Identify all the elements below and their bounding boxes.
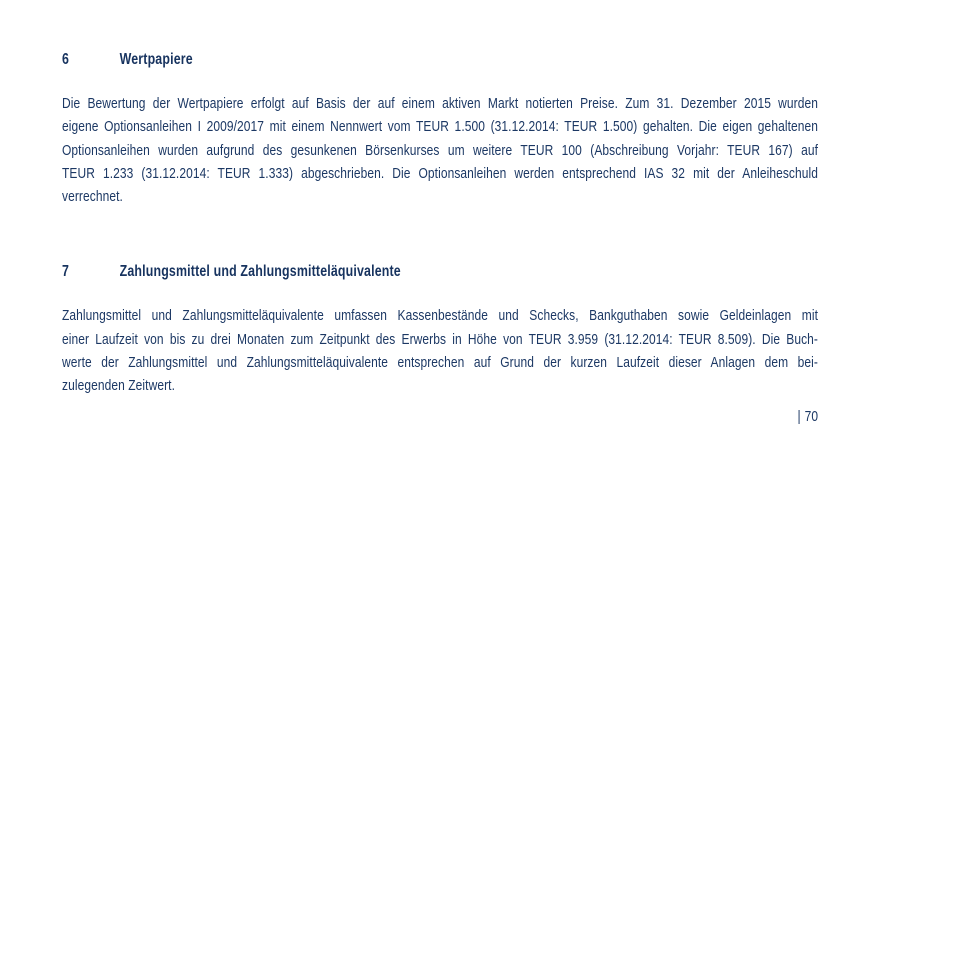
paragraph-line: Optionsanleihen wurden aufgrund des gesunkenen Börsenkurses um weitere TEUR 100 (Abschreibung Vorjahr: TEUR 167) auf: [62, 141, 818, 159]
section-wertpapiere: [62, 52, 818, 208]
section-paragraph: [62, 304, 818, 397]
page-footer: [62, 407, 818, 427]
paragraph-line: eigene Optionsanleihen I 2009/2017 mit einem Nennwert vom TEUR 1.500 (31.12.2014: TEUR 1.500) gehalten. Die eigen gehaltenen: [62, 118, 818, 136]
paragraph-line: Zahlungsmittel und Zahlungsmitteläquivalente umfassen Kassenbestände und Schecks, Bankguthaben sowie Geldeinlagen mit: [62, 307, 818, 325]
section-zahlungsmittel: [62, 264, 818, 397]
section-title: Zahlungsmittel und Zahlungsmitteläquivalente: [119, 263, 401, 281]
page-number-separator: |: [797, 407, 801, 425]
paragraph-line: Die Bewertung der Wertpapiere erfolgt auf Basis der auf einem aktiven Markt notierten Preise. Zum 31. Dezember 2015 wurden: [62, 95, 818, 112]
section-number: 7: [62, 263, 70, 281]
paragraph-line: zulegenden Zeitwert.: [62, 377, 175, 395]
paragraph-line: einer Laufzeit von bis zu drei Monaten zum Zeitpunkt des Erwerbs in Höhe von TEUR 3.959 (31.12.2014: TEUR 8.509). Die Buch-: [62, 330, 818, 348]
section-number: 6: [62, 51, 70, 68]
paragraph-line: verrechnet.: [62, 188, 123, 206]
section-heading: [62, 264, 818, 280]
section-heading: [62, 52, 818, 68]
paragraph-line: TEUR 1.233 (31.12.2014: TEUR 1.333) abgeschrieben. Die Optionsanleihen werden entsprechend IAS 32 mit der Anleiheschuld: [62, 164, 818, 182]
text-column: [62, 52, 818, 427]
section-paragraph: [62, 92, 818, 208]
section-title: Wertpapiere: [119, 51, 193, 68]
paragraph-line: werte der Zahlungsmittel und Zahlungsmitteläquivalente entsprechen auf Grund der kurzen Laufzeit dieser Anlagen dem bei-: [62, 354, 818, 372]
page-number: 70: [804, 407, 818, 425]
